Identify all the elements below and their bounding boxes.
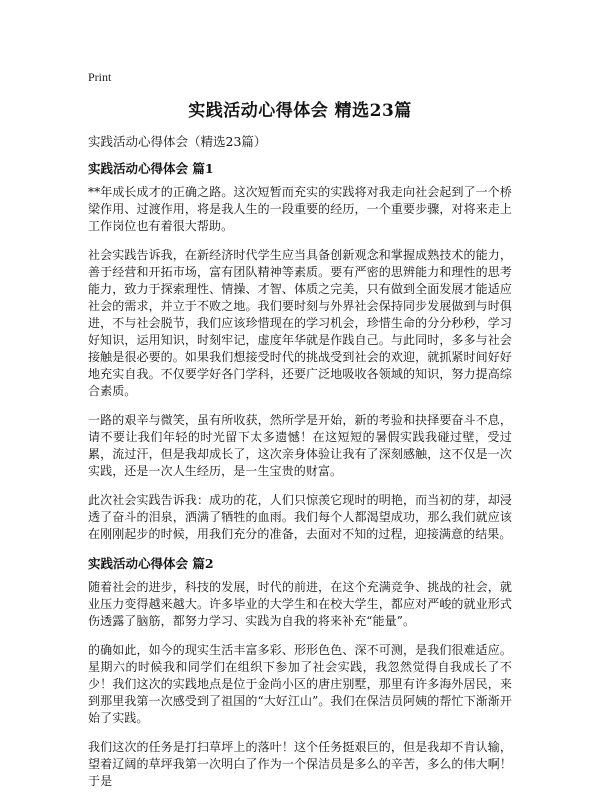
paragraph: 社会实践告诉我，在新经济时代学生应当具备创新观念和掌握成熟技术的能力，善于经营和开拓市场，富有团队精神等素质。要有严密的思辨能力和理性的思考能力，致力于探索理性、情操、才智、体质之完美，只有做到全面发展才能适应社会的需求，并立于不败之地。我们要时刻与外界社会保持同步发展做到与时俱进，不与社会脱节，我们应该珍惜现在的学习机会，珍惜生命的分分秒秒，学习好知识，运用知识，时刻牢记，虚度年华就是作践自己。与此同时，多多与社会接触是很必要的。如果我们想接受时代的挑战受到社会的欢迎，就抓紧时间好好地充实自我。不仅要学好各门学科，还要广泛地吸收各领域的知识，努力提高综合素质。 xyxy=(88,248,512,398)
section-heading: 实践活动心得体会 篇1 xyxy=(88,161,214,176)
paragraph: 我们这次的任务是打扫草坪上的落叶！这个任务挺艰巨的，但是我却不肯认输，望着辽阔的草坪我第一次明白了作为一个保洁员是多么的辛苦，多么的伟大啊！于是 xyxy=(88,740,512,788)
section-2 xyxy=(88,555,512,790)
document-body xyxy=(88,133,512,802)
section-heading: 实践活动心得体会 篇2 xyxy=(88,556,214,571)
section-1 xyxy=(88,160,512,543)
paragraph: 此次社会实践告诉我：成功的花，人们只惊羡它现时的明艳，而当初的芽，却浸透了奋斗的泪泉，洒满了牺牲的血雨。我们每个人都渴望成功，那么我们就应该在刚刚起步的时候，用我们充分的准备，去面对不知的过程，迎接满意的结果。 xyxy=(88,493,512,541)
paragraph: 随着社会的进步，科技的发展，时代的前进，在这个充满竞争、挑战的社会，就业压力变得越来越大。许多毕业的大学生和在校大学生，都应对严峻的就业形式伤透露了脑筋，都努力学习、实践为自我的将来补充“能量”。 xyxy=(88,580,512,628)
page-title: 实践活动心得体会 精选23篇 xyxy=(188,101,412,121)
print-label: Print xyxy=(88,70,112,84)
document-subtitle: 实践活动心得体会（精选23篇） xyxy=(88,134,267,149)
paragraph: **年成长成才的正确之路。这次短暂而充实的实践将对我走向社会起到了一个桥梁作用、过渡作用，将是我人生的一段重要的经历，一个重要步骤，对将来走上工作岗位也有着很大帮助。 xyxy=(88,185,512,233)
paragraph: 一路的艰辛与微笑，虽有所收获，然所学是开始，新的考验和抉择要奋斗不息，请不要让我们年轻的时光留下太多遗憾！在这短短的暑假实践我碰过壁，受过累，流过汗，但是我却成长了，这次亲身体验让我有了深刻感触，这不仅是一次实践，还是一次人生经历，是一生宝贵的财富。 xyxy=(88,413,512,478)
paragraph: 的确如此，如今的现实生活丰富多彩、形形色色、深不可测，是我们很难适应。星期六的时候我和同学们在组织下参加了社会实践，我忽然觉得自我成长了不少！我们这次的实践地点是位于金尚小区的唐庄别墅，那里有许多海外居民，来到那里我第一次感受到了祖国的“大好江山”。我们在保洁员阿姨的帮忙下渐渐开始了实践。 xyxy=(88,643,512,725)
